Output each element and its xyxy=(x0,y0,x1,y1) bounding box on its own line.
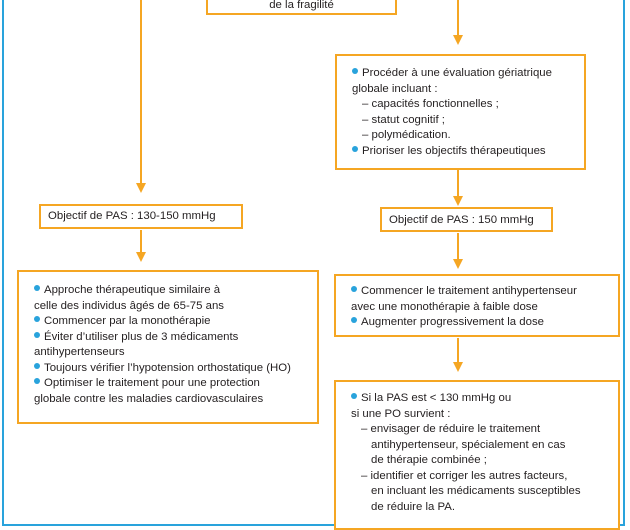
line-text: Commencer par la monothérapie xyxy=(44,315,211,327)
line-text: – statut cognitif ; xyxy=(362,113,445,126)
bullet-dot-icon xyxy=(34,285,40,291)
line-text: en incluant les médicaments susceptibles xyxy=(371,485,581,497)
bullet-dot-icon xyxy=(34,363,40,369)
line-text: de réduire la PA. xyxy=(371,500,455,513)
bullet-dot-icon xyxy=(351,286,357,292)
right-adjust-box xyxy=(334,380,620,530)
right-target-text: Objectif de PAS : 150 mmHg xyxy=(389,214,534,226)
text-line xyxy=(351,422,618,438)
top-frailty-text: de la fragilité xyxy=(269,0,334,11)
line-text: – identifier et corriger les autres facteurs, xyxy=(361,469,568,482)
bullet-item xyxy=(351,284,618,300)
line-text: globale contre les maladies cardiovasculaires xyxy=(34,392,264,405)
bullet-dot-icon xyxy=(34,378,40,384)
bullet-dot-icon xyxy=(34,332,40,338)
bullet-dot-icon xyxy=(352,146,358,152)
bullet-item xyxy=(34,314,317,330)
bullet-item xyxy=(34,361,317,377)
text-line xyxy=(352,97,584,113)
top-frailty-box xyxy=(206,0,397,15)
bullet-item xyxy=(34,376,317,392)
left-target-text: Objectif de PAS : 130-150 mmHg xyxy=(48,210,216,222)
bullet-item xyxy=(352,144,584,160)
text-line xyxy=(351,500,618,516)
text-line xyxy=(351,484,618,500)
text-line xyxy=(34,345,317,361)
line-text: Augmenter progressivement la dose xyxy=(361,316,544,328)
line-text: Optimiser le traitement pour une protection xyxy=(44,377,260,389)
text-line xyxy=(351,453,618,469)
bullet-dot-icon xyxy=(351,317,357,323)
bullet-dot-icon xyxy=(351,393,357,399)
line-text: – capacités fonctionnelles ; xyxy=(362,98,499,110)
left-approach-box xyxy=(17,270,319,424)
bullet-dot-icon xyxy=(352,68,358,74)
line-text: si une PO survient : xyxy=(351,407,451,420)
line-text: Toujours vérifier l’hypotension orthostatique (HO) xyxy=(44,361,291,374)
right-treatment-lines xyxy=(351,284,618,331)
left-target-box xyxy=(39,204,243,229)
text-line xyxy=(34,299,317,315)
bullet-item xyxy=(352,66,584,82)
line-text: avec une monothérapie à faible dose xyxy=(351,300,538,313)
right-treatment-box xyxy=(334,274,620,337)
line-text: antihypertenseur, spécialement en cas xyxy=(371,438,566,451)
line-text: Procéder à une évaluation gériatrique xyxy=(362,67,552,79)
right-adjust-lines xyxy=(351,391,618,515)
text-line xyxy=(352,82,584,98)
text-line xyxy=(34,392,317,408)
line-text: antihypertenseurs xyxy=(34,346,125,358)
bullet-item xyxy=(351,315,618,331)
line-text: – envisager de réduire le traitement xyxy=(361,423,541,435)
text-line xyxy=(351,407,618,423)
line-text: Approche thérapeutique similaire à xyxy=(44,284,221,296)
bullet-item xyxy=(34,283,317,299)
right-target-box xyxy=(380,207,553,232)
right-evaluation-lines xyxy=(352,66,584,159)
line-text: celle des individus âgés de 65-75 ans xyxy=(34,299,224,312)
text-line xyxy=(351,469,618,485)
text-line xyxy=(351,438,618,454)
line-text: Éviter d’utiliser plus de 3 médicaments xyxy=(44,330,239,343)
text-line xyxy=(351,300,618,316)
bullet-item xyxy=(351,391,618,407)
line-text: Si la PAS est < 130 mmHg ou xyxy=(361,392,512,404)
line-text: globale incluant : xyxy=(352,82,438,95)
text-line xyxy=(352,128,584,144)
bullet-item xyxy=(34,330,317,346)
line-text: de thérapie combinée ; xyxy=(371,454,487,466)
line-text: Commencer le traitement antihypertenseur xyxy=(361,285,577,297)
text-line xyxy=(352,113,584,129)
bullet-dot-icon xyxy=(34,316,40,322)
right-evaluation-box xyxy=(335,54,586,170)
line-text: Prioriser les objectifs thérapeutiques xyxy=(362,144,546,157)
left-approach-lines xyxy=(34,283,317,407)
line-text: – polymédication. xyxy=(362,129,451,141)
